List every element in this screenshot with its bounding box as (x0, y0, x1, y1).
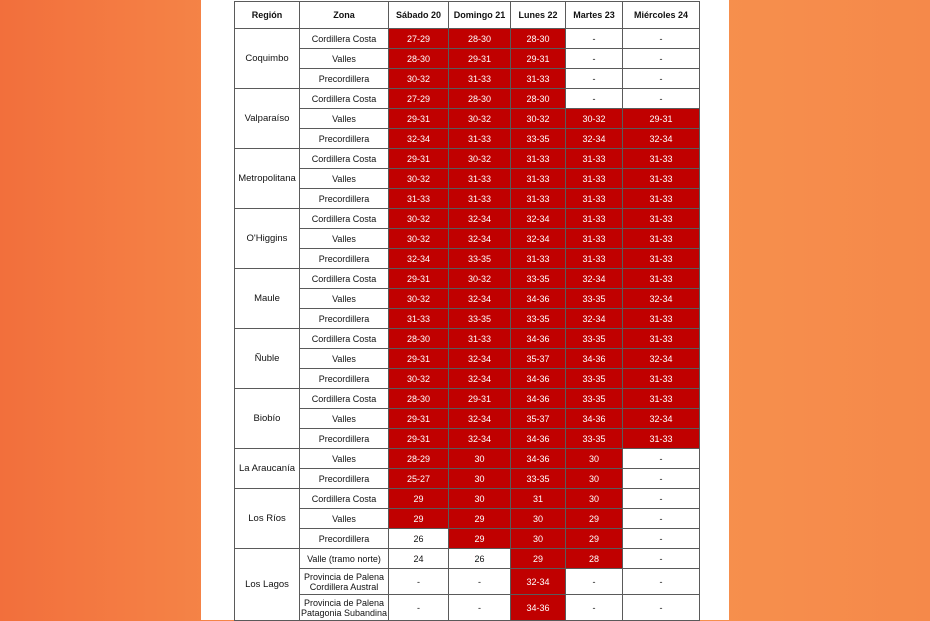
temperature-cell: 31-33 (623, 229, 700, 249)
temperature-cell: 31-33 (566, 209, 623, 229)
temperature-cell: 31-33 (623, 249, 700, 269)
temperature-cell: 28-30 (511, 89, 566, 109)
region-cell: La Araucanía (235, 449, 300, 489)
temperature-cell: 31-33 (389, 189, 449, 209)
temperature-cell: 28-30 (511, 29, 566, 49)
zone-cell: Valles (300, 109, 389, 129)
temperature-cell: 27-29 (389, 89, 449, 109)
temperature-cell: 31-33 (511, 189, 566, 209)
temperature-cell: - (623, 49, 700, 69)
temperature-cell: 30 (511, 509, 566, 529)
zone-cell: Valles (300, 49, 389, 69)
temperature-cell: 28-30 (389, 49, 449, 69)
zone-cell: Cordillera Costa (300, 389, 389, 409)
temperature-cell: 30 (511, 529, 566, 549)
temperature-cell: 28-30 (449, 89, 511, 109)
temperature-cell: 32-34 (511, 569, 566, 595)
temperature-cell: 28 (566, 549, 623, 569)
table-row (235, 109, 700, 129)
temperature-cell: 33-35 (566, 289, 623, 309)
table-row (235, 595, 700, 621)
temperature-cell: 31-33 (623, 329, 700, 349)
zone-cell: Provincia de Palena Patagonia Subandina (300, 595, 389, 621)
temperature-cell: 33-35 (511, 469, 566, 489)
temperature-cell: 32-34 (511, 209, 566, 229)
temperature-cell: 28-30 (389, 329, 449, 349)
temperature-cell: 30-32 (389, 169, 449, 189)
temperature-cell: 29 (449, 529, 511, 549)
temperature-cell: 29-31 (511, 49, 566, 69)
temperature-cell: 33-35 (449, 249, 511, 269)
temperature-cell: 31-33 (623, 209, 700, 229)
zone-cell: Cordillera Costa (300, 269, 389, 289)
region-cell: Los Lagos (235, 549, 300, 621)
table-row (235, 129, 700, 149)
temperature-cell: 29 (449, 509, 511, 529)
temperature-cell: 26 (449, 549, 511, 569)
temperature-cell: 31-33 (623, 369, 700, 389)
temperature-cell: 31-33 (511, 249, 566, 269)
header-zona: Zona (300, 2, 389, 29)
temperature-cell: 34-36 (511, 429, 566, 449)
temperature-cell: - (566, 595, 623, 621)
temperature-cell: 30-32 (511, 109, 566, 129)
temperature-cell: 33-35 (566, 389, 623, 409)
zone-cell: Cordillera Costa (300, 209, 389, 229)
temperature-cell: 31-33 (511, 169, 566, 189)
temperature-cell: - (566, 69, 623, 89)
zone-cell: Precordillera (300, 469, 389, 489)
temperature-cell: 34-36 (511, 389, 566, 409)
temperature-cell: 29-31 (389, 109, 449, 129)
zone-cell: Cordillera Costa (300, 149, 389, 169)
temperature-cell: 31-33 (623, 389, 700, 409)
table-row (235, 509, 700, 529)
zone-cell: Cordillera Costa (300, 89, 389, 109)
temperature-cell: - (623, 509, 700, 529)
temperature-cell: 29-31 (389, 149, 449, 169)
table-row (235, 449, 700, 469)
temperature-cell: - (623, 569, 700, 595)
temperature-cell: 29-31 (623, 109, 700, 129)
temperature-cell: 28-30 (389, 389, 449, 409)
table-row (235, 549, 700, 569)
temperature-cell: 29 (566, 529, 623, 549)
temperature-cell: 30 (449, 449, 511, 469)
temperature-cell: 30 (449, 469, 511, 489)
zone-cell: Valles (300, 289, 389, 309)
table-row (235, 429, 700, 449)
table-row (235, 249, 700, 269)
header-day-2: Domingo 21 (449, 2, 511, 29)
temperature-cell: 30 (566, 469, 623, 489)
temperature-cell: 30-32 (389, 209, 449, 229)
zone-cell: Precordillera (300, 529, 389, 549)
temperature-cell: 31-33 (623, 149, 700, 169)
temperature-cell: 32-34 (623, 289, 700, 309)
temperature-cell: 31 (511, 489, 566, 509)
table-row (235, 329, 700, 349)
table-row (235, 69, 700, 89)
table-row (235, 209, 700, 229)
zone-cell: Valles (300, 229, 389, 249)
temperature-cell: - (566, 569, 623, 595)
table-row (235, 569, 700, 595)
table-row (235, 269, 700, 289)
table-row (235, 369, 700, 389)
zone-cell: Precordillera (300, 429, 389, 449)
temperature-cell: 32-34 (566, 269, 623, 289)
temperature-cell: 31-33 (511, 69, 566, 89)
temperature-cell: 30 (449, 489, 511, 509)
temperature-cell: 32-34 (449, 349, 511, 369)
temperature-cell: 30-32 (389, 229, 449, 249)
temperature-table (234, 1, 700, 621)
table-row (235, 349, 700, 369)
temperature-cell: 28-29 (389, 449, 449, 469)
zone-cell: Cordillera Costa (300, 29, 389, 49)
temperature-cell: 34-36 (566, 349, 623, 369)
zone-cell: Cordillera Costa (300, 329, 389, 349)
temperature-cell: 33-35 (566, 429, 623, 449)
region-cell: O'Higgins (235, 209, 300, 269)
temperature-cell: - (566, 89, 623, 109)
temperature-cell: 32-34 (449, 209, 511, 229)
temperature-cell: 32-34 (449, 229, 511, 249)
temperature-cell: 29-31 (389, 429, 449, 449)
region-cell: Ñuble (235, 329, 300, 389)
temperature-cell: 29 (389, 509, 449, 529)
table-body (235, 29, 700, 621)
header-row (235, 2, 700, 29)
temperature-cell: 35-37 (511, 349, 566, 369)
temperature-cell: 28-30 (449, 29, 511, 49)
temperature-cell: 31-33 (566, 149, 623, 169)
temperature-cell: - (623, 69, 700, 89)
table-row (235, 309, 700, 329)
temperature-cell: 33-35 (566, 369, 623, 389)
temperature-cell: - (623, 595, 700, 621)
zone-cell: Valles (300, 409, 389, 429)
temperature-cell: 30-32 (449, 109, 511, 129)
temperature-cell: 30 (566, 489, 623, 509)
zone-cell: Valles (300, 169, 389, 189)
temperature-cell: 31-33 (449, 189, 511, 209)
temperature-cell: 35-37 (511, 409, 566, 429)
temperature-cell: 31-33 (449, 69, 511, 89)
temperature-cell: 30-32 (449, 269, 511, 289)
zone-cell: Precordillera (300, 369, 389, 389)
table-row (235, 189, 700, 209)
table-row (235, 89, 700, 109)
temperature-cell: 29-31 (389, 269, 449, 289)
temperature-cell: 31-33 (511, 149, 566, 169)
header-day-4: Martes 23 (566, 2, 623, 29)
temperature-cell: 30-32 (389, 369, 449, 389)
temperature-cell: - (566, 49, 623, 69)
temperature-cell: 31-33 (449, 169, 511, 189)
temperature-cell: 32-34 (389, 249, 449, 269)
temperature-cell: 33-35 (511, 269, 566, 289)
temperature-cell: 29 (389, 489, 449, 509)
table-row (235, 49, 700, 69)
zone-cell: Precordillera (300, 189, 389, 209)
temperature-cell: 33-35 (449, 309, 511, 329)
table-row (235, 149, 700, 169)
temperature-cell: 26 (389, 529, 449, 549)
temperature-cell: 30-32 (449, 149, 511, 169)
temperature-cell: 32-34 (566, 309, 623, 329)
temperature-cell: - (566, 29, 623, 49)
temperature-cell: 31-33 (623, 189, 700, 209)
temperature-cell: 31-33 (449, 329, 511, 349)
temperature-cell: 29-31 (449, 389, 511, 409)
temperature-cell: 34-36 (511, 289, 566, 309)
header-day-1: Sábado 20 (389, 2, 449, 29)
temperature-cell: 25-27 (389, 469, 449, 489)
zone-cell: Precordillera (300, 129, 389, 149)
table-row (235, 289, 700, 309)
table-row (235, 469, 700, 489)
header-day-5: Miércoles 24 (623, 2, 700, 29)
temperature-cell: 29-31 (389, 349, 449, 369)
table-row (235, 489, 700, 509)
temperature-cell: 32-34 (449, 409, 511, 429)
temperature-cell: 31-33 (449, 129, 511, 149)
temperature-cell: - (623, 29, 700, 49)
temperature-cell: 32-34 (449, 369, 511, 389)
temperature-cell: 30 (566, 449, 623, 469)
temperature-cell: 31-33 (623, 429, 700, 449)
zone-cell: Provincia de Palena Cordillera Austral (300, 569, 389, 595)
temperature-cell: 31-33 (623, 169, 700, 189)
zone-cell: Precordillera (300, 249, 389, 269)
temperature-cell: 31-33 (623, 269, 700, 289)
temperature-cell: 32-34 (389, 129, 449, 149)
zone-cell: Cordillera Costa (300, 489, 389, 509)
temperature-cell: 30-32 (389, 69, 449, 89)
temperature-cell: 31-33 (566, 229, 623, 249)
temperature-cell: - (623, 549, 700, 569)
temperature-cell: 30-32 (566, 109, 623, 129)
zone-cell: Valles (300, 349, 389, 369)
table-row (235, 169, 700, 189)
region-cell: Coquimbo (235, 29, 300, 89)
table-row (235, 529, 700, 549)
temperature-cell: 29 (511, 549, 566, 569)
temperature-cell: 29-31 (389, 409, 449, 429)
temperature-cell: 30-32 (389, 289, 449, 309)
zone-cell: Precordillera (300, 69, 389, 89)
zone-cell: Valles (300, 509, 389, 529)
temperature-cell: - (623, 449, 700, 469)
temperature-cell: 32-34 (511, 229, 566, 249)
temperature-cell: - (389, 569, 449, 595)
table-row (235, 409, 700, 429)
temperature-cell: 31-33 (566, 169, 623, 189)
temperature-cell: 29-31 (449, 49, 511, 69)
temperature-cell: 31-33 (389, 309, 449, 329)
temperature-cell: 31-33 (566, 249, 623, 269)
temperature-cell: - (623, 489, 700, 509)
region-cell: Metropolitana (235, 149, 300, 209)
zone-cell: Precordillera (300, 309, 389, 329)
temperature-cell: 32-34 (623, 409, 700, 429)
temperature-cell: 34-36 (511, 369, 566, 389)
region-cell: Maule (235, 269, 300, 329)
temperature-cell: 31-33 (566, 189, 623, 209)
temperature-cell: 34-36 (511, 595, 566, 621)
temperature-cell: 34-36 (511, 329, 566, 349)
temperature-cell: 27-29 (389, 29, 449, 49)
region-cell: Biobío (235, 389, 300, 449)
temperature-cell: 29 (566, 509, 623, 529)
temperature-cell: 32-34 (566, 129, 623, 149)
temperature-cell: 34-36 (511, 449, 566, 469)
temperature-cell: - (623, 469, 700, 489)
header-region: Región (235, 2, 300, 29)
temperature-cell: - (449, 569, 511, 595)
temperature-cell: - (389, 595, 449, 621)
temperature-cell: 31-33 (623, 309, 700, 329)
table-row (235, 29, 700, 49)
temperature-cell: 33-35 (511, 129, 566, 149)
temperature-cell: 32-34 (623, 349, 700, 369)
temperature-cell: - (449, 595, 511, 621)
temperature-cell: - (623, 529, 700, 549)
temperature-cell: 32-34 (623, 129, 700, 149)
region-cell: Los Ríos (235, 489, 300, 549)
temperature-cell: - (623, 89, 700, 109)
region-cell: Valparaíso (235, 89, 300, 149)
table-row (235, 389, 700, 409)
temperature-cell: 32-34 (449, 289, 511, 309)
temperature-cell: 32-34 (449, 429, 511, 449)
temperature-cell: 24 (389, 549, 449, 569)
temperature-cell: 33-35 (566, 329, 623, 349)
header-day-3: Lunes 22 (511, 2, 566, 29)
zone-cell: Valle (tramo norte) (300, 549, 389, 569)
temperature-cell: 34-36 (566, 409, 623, 429)
temperature-cell: 33-35 (511, 309, 566, 329)
zone-cell: Valles (300, 449, 389, 469)
table-row (235, 229, 700, 249)
